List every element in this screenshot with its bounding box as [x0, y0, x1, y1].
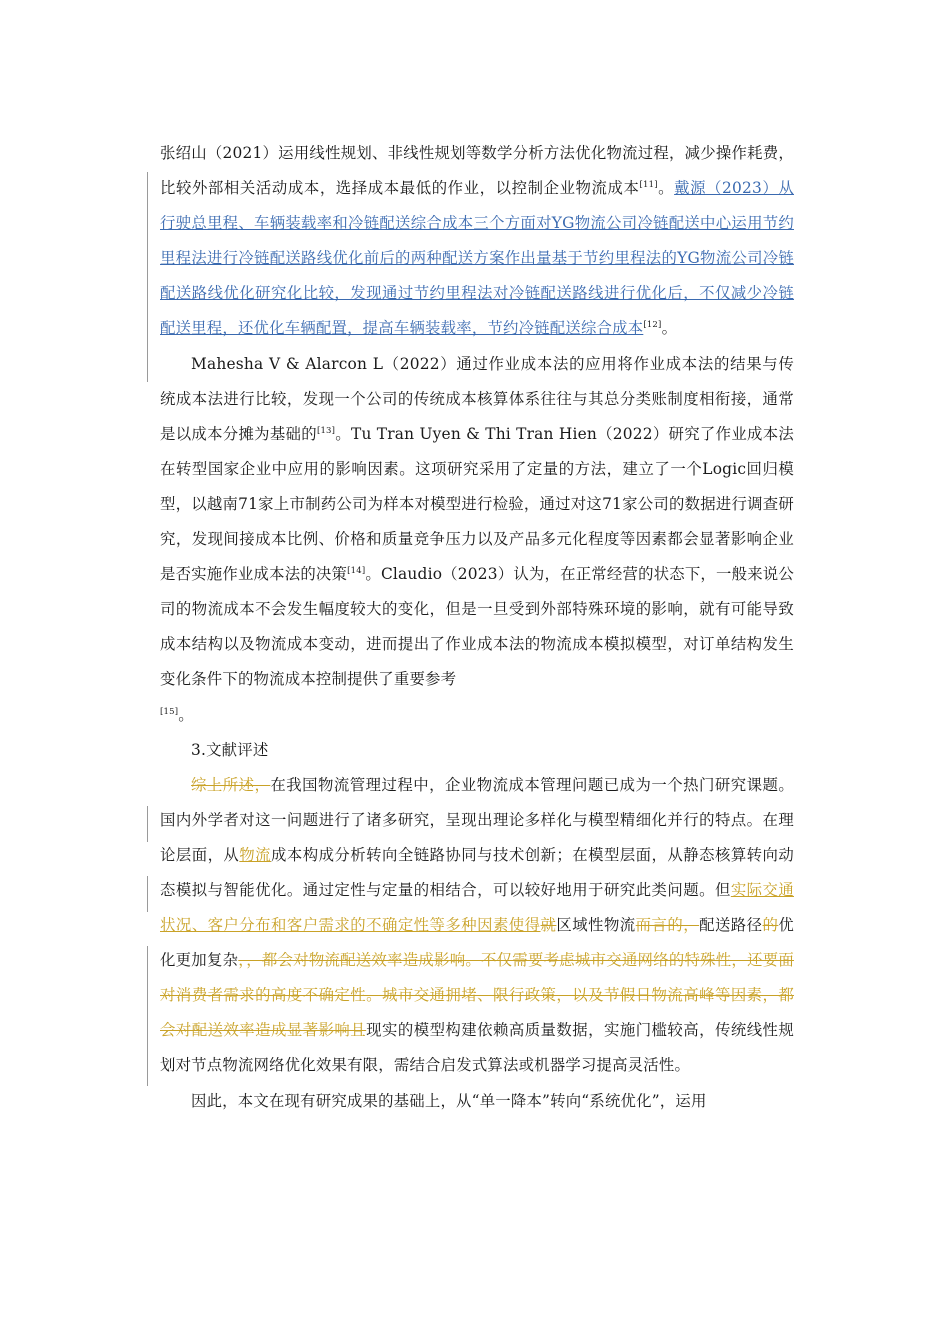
paragraph-text: 。Tu Tran Uyen & Thi Tran Hien（2022）研究了作业成本法在转型国家企业中应用的影响因素。这项研究采用了定量的方法，建立了一个Logic回归模型，以越南71家上市制药公司为样本对模型进行检验，通过对这71家公司的数据进行调查研究，发现间接成本比例、价格和质量竞争压力以及产品多元化程度等因素都会显著影响企业是否实施作业成本法的决策 [160, 424, 794, 584]
paragraph-text: 现实的模型构建依赖高质量数据，实施门槛较高，传统线性规划对节点物流网络优化效果有限，需结合启发式算法或机器学习提高灵活性。 [160, 1021, 794, 1075]
paragraph-text: 。Claudio（2023）认为，在正常经营的状态下，一般来说公司的物流成本不会发生幅度较大的变化，但是一旦受到外部特殊环境的影响，就有可能导致成本结构以及物流成本变动，进而提出了作业成本法的物流成本模拟模型，对订单结构发生变化条件下的物流成本控制提供了重要参考 [160, 565, 794, 689]
tracked-insertion[interactable]: 物流 [239, 845, 271, 864]
revision-bar [147, 876, 148, 912]
paragraph-text: 。 [178, 705, 194, 724]
revision-bar [147, 806, 148, 842]
paragraph-text: 因此，本文在现有研究成果的基础上，从“单一降本”转向“系统优化”，运用 [191, 1091, 707, 1110]
tracked-insertion[interactable]: 实际交通状况、客户分布和客户需求的不确定性等多种因素使得 [160, 880, 794, 935]
citation: [14] [347, 566, 366, 577]
paragraph-literature-1 [160, 136, 794, 347]
section-heading: 3.文献评述 [191, 740, 269, 759]
paragraph-text: 配送路径 [699, 916, 763, 935]
tracked-deletion[interactable]: 综上所述， [191, 775, 271, 794]
paragraph-text: 。 [657, 179, 675, 198]
citation: [11] [639, 180, 658, 191]
citation: [13] [316, 425, 336, 436]
paragraph-literature-2 [160, 347, 794, 733]
paragraph-text: 优化更加复杂 [160, 916, 794, 970]
paragraph-text: 区域性物流 [556, 916, 636, 935]
tracked-deletion[interactable]: ，，都会对物流配送效率造成影响。不仅需要考虑城市交通网络的特殊性，还要面对消费者需求的高度不确定性。城市交通拥堵、限行政策，以及节假日物流高峰等因素，都会对配送效率造成显著影响且 [160, 951, 794, 1040]
paragraph-text: Mahesha V & Alarcon L（2022）通过作业成本法的应用将作业成本法的结果与传统成本法进行比较，发现一个公司的传统成本核算体系往往与其总分类账制度相衔接，通常是以成本分摊为基础的 [160, 354, 794, 443]
tracked-deletion[interactable]: 就 [540, 916, 557, 935]
tracked-deletion[interactable]: 的 [762, 916, 779, 935]
revision-bar [147, 172, 148, 382]
paragraph-review [160, 768, 794, 1084]
tracked-insertion[interactable]: 戴源（2023）从行驶总里程、车辆装载率和冷链配送综合成本三个方面对YG物流公司冷链配送中心运用节约里程法进行冷链配送路线优化前后的两种配送方案作出量基于节约里程法的YG物流公司冷链配送路线优化研究化比较，发现通过节约里程法对冷链配送路线进行优化后，不仅减少冷链配送里程，还优化车辆配置，提高车辆装载率，节约冷链配送综合成本 [160, 179, 794, 338]
paragraph-text: 张绍山（2021）运用线性规划、非线性规划等数学分析方法优化物流过程，减少操作耗费，比较外部相关活动成本，选择成本最低的作业，以控制企业物流成本 [160, 144, 794, 198]
document-page [160, 136, 794, 1119]
paragraph-text: 成本构成分析转向全链路协同与技术创新；在模型层面，从静态核算转向动态模拟与智能优化。通过定性与定量的相结合，可以较好地用于研究此类问题。但 [160, 845, 794, 899]
tracked-deletion[interactable]: 而言的， [635, 916, 700, 935]
citation: [12] [643, 320, 662, 331]
revision-bar [147, 946, 148, 1086]
paragraph-text: 在我国物流管理过程中，企业物流成本管理问题已成为一个热门研究课题。国内外学者对这一问题进行了诸多研究，呈现出理论多样化与模型精细化并行的特点。在理论层面，从 [160, 775, 794, 864]
paragraph-conclusion [160, 1084, 794, 1119]
citation: [15] [160, 706, 179, 717]
paragraph-text: 。 [661, 319, 678, 338]
